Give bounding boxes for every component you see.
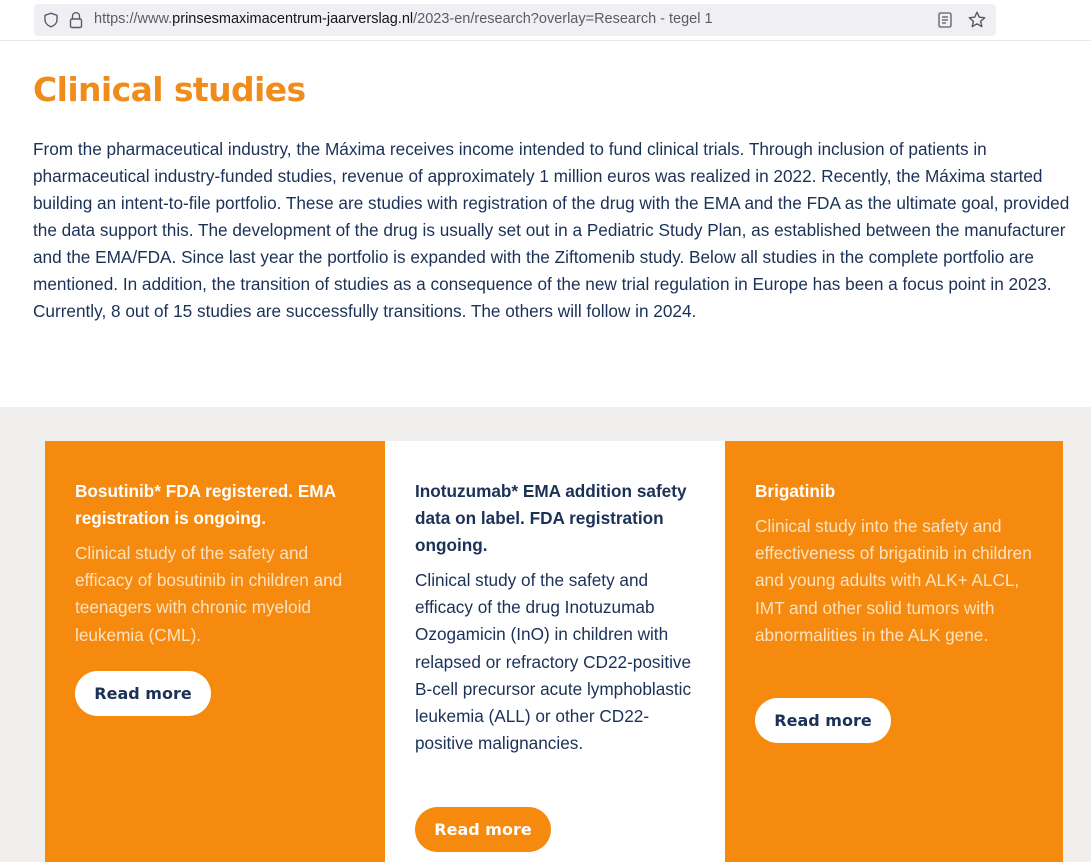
card-title: Inotuzumab* EMA addition safety data on label. FDA registration ongoing. xyxy=(415,481,687,555)
read-more-button[interactable]: Read more xyxy=(75,671,211,716)
shield-icon[interactable] xyxy=(43,12,59,28)
study-card-bosutinib xyxy=(45,441,385,862)
card-title: Brigatinib xyxy=(755,481,836,501)
url-text[interactable] xyxy=(94,11,713,27)
url-prefix: https://www. xyxy=(94,11,173,27)
address-bar[interactable] xyxy=(34,4,996,36)
page-title: Clinical studies xyxy=(33,70,306,109)
card-title: Bosutinib* FDA registered. EMA registration is ongoing. xyxy=(75,481,336,528)
read-more-button[interactable]: Read more xyxy=(415,807,551,852)
card-description: Clinical study of the safety and efficacy of bosutinib in children and teenagers with chronic myeloid leukemia (CML). xyxy=(75,543,343,645)
bookmark-star-icon[interactable] xyxy=(967,10,987,30)
reader-view-icon[interactable] xyxy=(937,11,953,29)
card-description: Clinical study into the safety and effectiveness of brigatinib in children and young adults with ALK+ ALCL, IMT and other solid tumors with abnormalities in the ALK gene. xyxy=(755,516,1032,645)
study-card-brigatinib xyxy=(725,441,1063,862)
study-card-inotuzumab xyxy=(385,441,725,862)
url-host: prinsesmaximacentrum-jaarverslag.nl xyxy=(172,11,414,27)
toolbar-divider xyxy=(0,40,1091,41)
read-more-button[interactable]: Read more xyxy=(755,698,891,743)
card-description: Clinical study of the safety and efficacy of the drug Inotuzumab Ozogamicin (InO) in children with relapsed or refractory CD22-positive B-cell precursor acute lymphoblastic leukemia (ALL) or other CD22-positive malignancies. xyxy=(415,570,692,754)
url-path: /2023-en/research?overlay=Research - tegel 1 xyxy=(413,11,713,27)
intro-paragraph: From the pharmaceutical industry, the Máxima receives income intended to fund clinical trials. Through inclusion of patients in pharmaceutical industry-funded studies, revenue of approximately 1 million euros was realized in 2022. Recently, the Máxima started building an intent-to-file portfolio. These are studies with registration of the drug with the EMA and the FDA as the ultimate goal, provided the data support this. The development of the drug is usually set out in a Pediatric Study Plan, as established between the manufacturer and the EMA/FDA. Since last year the portfolio is expanded with the Ziftomenib study. Below all studies in the complete portfolio are mentioned. In addition, the transition of studies as a consequence of the new trial regulation in Europe has been a focus point in 2023. Currently, 8 out of 15 studies are successfully transitions. The others will follow in 2024. xyxy=(33,139,1070,321)
lock-icon[interactable] xyxy=(68,11,84,29)
